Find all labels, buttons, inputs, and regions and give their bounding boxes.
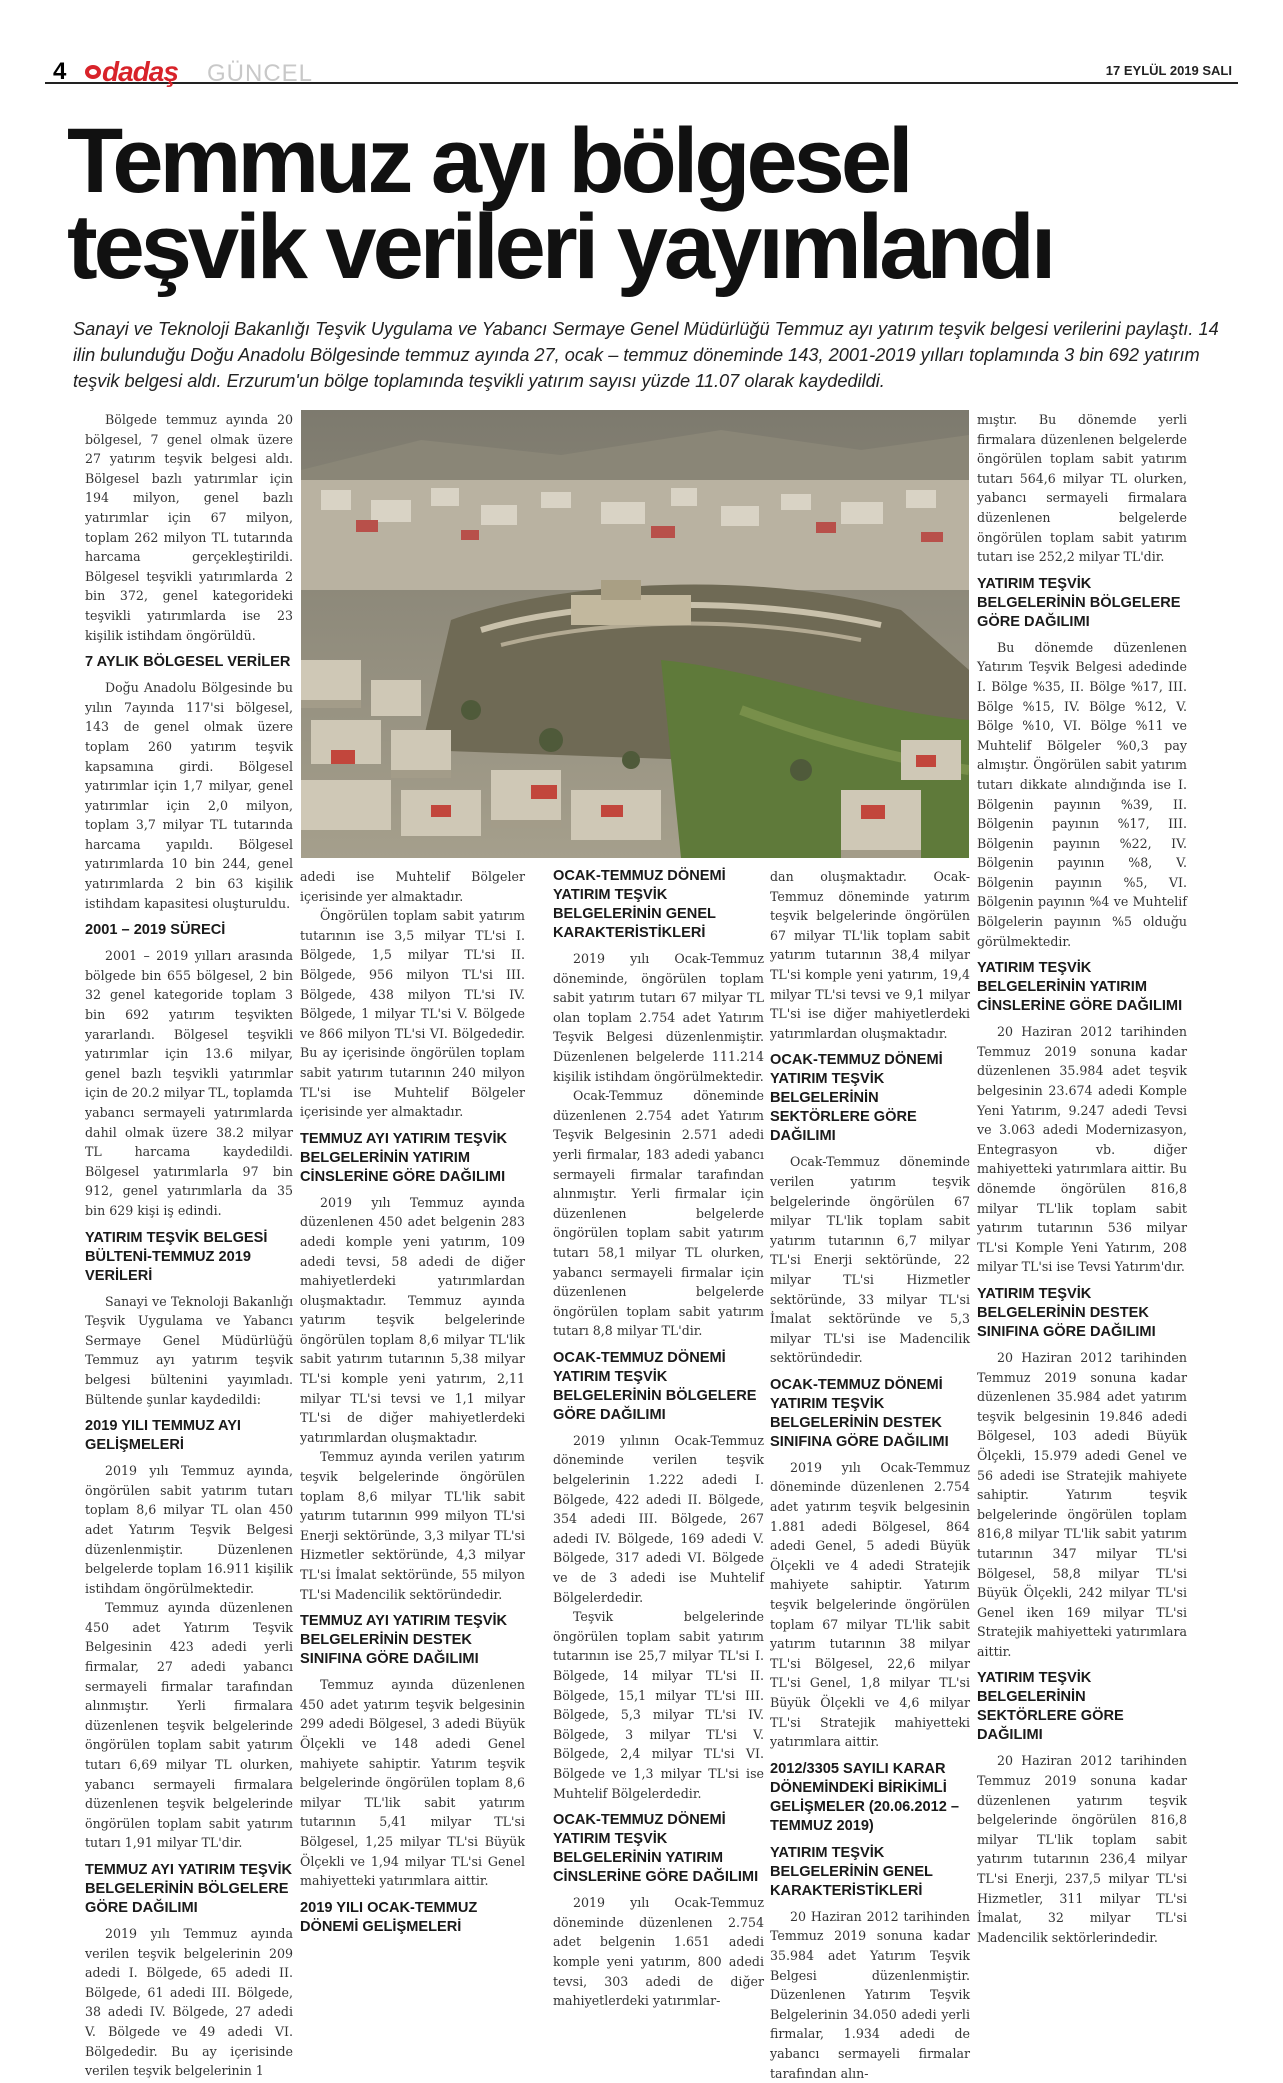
issue-date: 17 EYLÜL 2019 SALI xyxy=(1105,63,1232,78)
paragraph: Bu dönemde düzenlenen Yatırım Teşvik Belgesi adedinde I. Bölge %35, II. Bölge %17, III. Bölge %15, IV. Bölge %12, V. Bölge %10, VI. Bölge %11 ve Muhtelif Bölgeler %0,3 pay almıştır. Öngörülen sabit yatırım tutarı dikkate alındığında ise I. Bölgenin payının %39, II. Bölgenin payının %17, III. Bölgenin payının %22, IV. Bölgenin payının %8, V. Bölgenin payının %5, VI. Bölgenin payının %4 ve Muhtelif Bölgelerin payının %5 olduğu görülmektedir. xyxy=(977,639,1187,949)
paragraph: Doğu Anadolu Bölgesinde bu yılın 7ayında 117'si bölgesel, 143 de genel olmak üzere toplam 260 yatırım teşvik kapsamına girdi. Bölgesel yatırımlar için 1,7 milyar, genel yatırımlar için 2,0 milyon, toplam 3,7 milyar TL tutarında harcama yapıldı. Bölgesel yatırımlarda 10 bin 244, genel yatırımlarda 2 bin 63 kişilik istihdam kapasitesi oluşturuldu. xyxy=(85,680,293,911)
subheading: YATIRIM TEŞVİK BELGELERİNİN BÖLGELERE GÖRE DAĞILIMI xyxy=(977,575,1181,630)
paragraph: 2019 yılı Temmuz ayında, öngörülen sabit yatırım tutarı toplam 8,6 milyar TL olan 450 adet Yatırım Teşvik Belgesi düzenlenmiştir. Düzenlenen belgelerde toplam 16.911 kişilik istihdam öngörülmektedir. xyxy=(85,1463,293,1596)
page-number: 4 xyxy=(53,58,67,85)
article-column-2 xyxy=(300,867,525,1943)
lead-paragraph: Sanayi ve Teknoloji Bakanlığı Teşvik Uygulama ve Yabancı Sermaye Genel Müdürlüğü Temmuz ayı yatırım teşvik belgesi verilerini paylaştı. 14 ilin bulunduğu Doğu Anadolu Bölgesinde temmuz ayında 27, ocak – temmuz döneminde 143, 2001-2019 yılları toplamında 3 bin 692 yatırım teşvik belgesi aldı. Erzurum'un bölge toplamında teşvikli yatırım sayısı yüzde 11.07 olarak kaydedildi. xyxy=(73,319,1219,391)
paragraph: 20 Haziran 2012 tarihinden Temmuz 2019 sonuna kadar düzenlenen 35.984 adet yatırım teşvik belgesinin 19.846 adedi Bölgesel, 103 adedi Büyük Ölçekli, 15.979 adedi Genel ve 56 adedi ise Stratejik mahiyete sahiptir. Yatırım teşvik belgelerinde öngörülen toplam 816,8 milyar TL'lik sabit yatırım tutarının 347 milyar TL'si Bölgesel, 58,8 milyar TL'si Büyük Ölçekli, 242 milyar TL'si Genel iken 169 milyar TL'si Stratejik mahiyetteki yatırımlara aittir. xyxy=(977,1349,1187,1659)
subheading: YATIRIM TEŞVİK BELGELERİNİN GENEL KARAKTERİSTİKLERİ xyxy=(770,1844,933,1899)
article-column-1 xyxy=(85,410,293,2081)
article-column-5 xyxy=(977,410,1187,1947)
paragraph: dan oluşmaktadır. Ocak-Temmuz döneminde yatırım teşvik belgelerinde öngörülen 67 milyar TL'lik toplam sabit yatırım tutarının 38,4 milyar TL'si komple yeni yatırım, 19,4 milyar TL'si tevsi ve 9,1 milyar TL'si ise diğer mahiyetlerdeki yatırımlardan oluşmaktadır. xyxy=(770,869,970,1041)
subheading: OCAK-TEMMUZ DÖNEMİ YATIRIM TEŞVİK BELGELERİNİN GENEL KARAKTERİSTİKLERİ xyxy=(553,868,726,941)
subheading: 2019 YILI OCAK-TEMMUZ DÖNEMİ GELİŞMELERİ xyxy=(300,1899,478,1935)
subheading: 2001 – 2019 SÜRECİ xyxy=(85,922,226,939)
paragraph: Öngörülen toplam sabit yatırım tutarının ise 3,5 milyar TL'si I. Bölgede, 1,5 milyar TL'si II. Bölgede, 956 milyon TL'si III. Bölgede, 438 milyon TL'si IV. Bölgede, 1 milyar TL'si V. Bölgede ve 866 milyon TL'si VI. Bölgededir. Bu ay içerisinde öngörülen toplam sabit yatırım tutarının 240 milyon TL'si ise Muhtelif Bölgeler içerisinde yer almaktadır. xyxy=(300,908,525,1120)
subheading: TEMMUZ AYI YATIRIM TEŞVİK BELGELERİNİN BÖLGELERE GÖRE DAĞILIMI xyxy=(85,1862,293,1916)
paragraph: Temmuz ayında verilen yatırım teşvik belgelerinde öngörülen toplam 8,6 milyar TL'lik sabit yatırım tutarının 999 milyon TL'si Enerji sektöründe, 3,3 milyar TL'si Hizmetler sektöründe, 4,3 milyar TL'si İmalat sektöründe, 55 milyon TL'si Madencilik sektöründedir. xyxy=(300,1449,525,1602)
subheading: TEMMUZ AYI YATIRIM TEŞVİK BELGELERİNİN DESTEK SINIFINA GÖRE DAĞILIMI xyxy=(300,1613,508,1668)
paragraph: 20 Haziran 2012 tarihinden Temmuz 2019 sonuna kadar düzenlenen 35.984 adet teşvik belgesinin 23.674 adedi Komple Yeni Yatırım, 9.247 adedi Tevsi ve 3.063 adedi Modernizasyon, Entegrasyon vb. diğer mahiyetteki yatırımlara aittir. Bu dönemde öngörülen 816,8 milyar TL'lik toplam sabit yatırım tutarının 536 milyar TL'si Komple Yeni Yatırım, 208 milyar TL'si ise Tevsi Yatırım'dır. xyxy=(977,1024,1187,1275)
paragraph: Temmuz ayında düzenlenen 450 adet Yatırım Teşvik Belgesinin 423 adedi yerli firmalar, 27 adedi yabancı sermayeli firmalar tarafından alınmıştır. Yerli firmalara düzenlenen teşvik belgelerinde öngörülen toplam sabit yatırım tutarı 6,69 milyar TL olurken, yabancı sermayeli firmalara düzenlenen teşvik belgelerinde öngörülen toplam sabit yatırım tutarı 1,91 milyar TL'dir. xyxy=(85,1600,293,1851)
subheading: YATIRIM TEŞVİK BELGELERİNİN DESTEK SINIFINA GÖRE DAĞILIMI xyxy=(977,1285,1156,1340)
paragraph: 2019 yılının Ocak-Temmuz döneminde verilen teşvik belgelerinin 1.222 adedi I. Bölgede, 422 adedi II. Bölgede, 354 adedi III. Bölgede, 267 adedi IV. Bölgede, 169 adedi V. Bölgede, 317 adedi VI. Bölgede ve de 3 adedi ise Muhtelif Bölgelerdedir. xyxy=(553,1432,764,1605)
paragraph: 2019 yılı Ocak-Temmuz döneminde düzenlenen 2.754 adet yatırım teşvik belgesinin 1.881 adedi Bölgesel, 864 adedi Genel, 5 adedi Büyük Ölçekli ve 4 adedi Stratejik mahiyete sahiptir. Yatırım teşvik belgelerinde öngörülen toplam 67 milyar TL'lik sabit yatırım tutarının 38 milyar TL'si Bölgesel, 22,6 milyar TL'si Genel, 1,8 milyar TL'si Büyük Ölçekli ve 4,6 milyar TL'si Stratejik mahiyetteki yatırımlara aittir. xyxy=(770,1459,970,1750)
paragraph: 2019 yılı Temmuz ayında verilen teşvik belgelerinin 209 adedi I. Bölgede, 65 adedi II. Bölgede, 61 adedi III. Bölgede, 38 adedi IV. Bölgede, 27 adedi V. Bölgede ve 49 adedi VI. Bölgededir. Bu ay içerisinde verilen teşvik belgelerinin 1 xyxy=(85,1926,293,2079)
subheading: OCAK-TEMMUZ DÖNEMİ YATIRIM TEŞVİK BELGELERİNİN SEKTÖRLERE GÖRE DAĞILIMI xyxy=(770,1052,943,1145)
newspaper-page xyxy=(45,0,1238,2081)
headline xyxy=(67,110,1227,298)
subheading: YATIRIM TEŞVİK BELGELERİNİN YATIRIM CİNSLERİNE GÖRE DAĞILIMI xyxy=(977,960,1183,1015)
paragraph: Sanayi ve Teknoloji Bakanlığı Teşvik Uygulama ve Yabancı Sermaye Genel Müdürlüğü Temmuz ayı yatırım teşvik belgesi bültenini yayımladı. Bültende şunlar kaydedildi: xyxy=(85,1293,293,1407)
subheading: 2012/3305 SAYILI KARAR DÖNEMİNDEKİ BİRİKİMLİ GELİŞMELER (20.06.2012 – TEMMUZ 2019) xyxy=(770,1760,959,1834)
subheading: YATIRIM TEŞVİK BELGELERİNİN SEKTÖRLERE GÖRE DAĞILIMI xyxy=(977,1670,1124,1744)
brand-name: dadaş xyxy=(102,56,178,87)
paragraph: mıştır. Bu dönemde yerli firmalara düzenlenen belgelerde öngörülen toplam sabit yatırım tutarı 564,6 milyar TL olurken, yabancı sermayeli firmalara düzenlenen belgelerde öngörülen toplam sabit yatırım tutarı ise 252,2 milyar TL'dir. xyxy=(977,412,1187,565)
headline-line-2: teşvik verileri yayımlandı xyxy=(67,196,1053,298)
paragraph: Ocak-Temmuz döneminde verilen yatırım teşvik belgelerinde öngörülen 67 milyar TL'lik toplam sabit yatırım tutarının 6,7 milyar TL'si Enerji sektöründe, 22 milyar TL'si Hizmetler sektöründe, 33 milyar TL'si İmalat sektöründe ve 5,3 milyar TL'si ise Madencilik sektöründedir. xyxy=(770,1154,970,1366)
brand-mark-icon xyxy=(85,65,101,79)
paragraph: Bölgede temmuz ayında 20 bölgesel, 7 genel olmak üzere 27 yatırım teşvik belgesi aldı. Bölgesel bazlı yatırımlar için 194 milyon, genel bazlı yatırımlar için 67 milyon, toplam 262 milyon TL tutarında harcama gerçekleştirildi. Bölgesel teşvikli yatırımlarda 2 bin 372, genel kategorideki teşvikli yatırımlarda ise 23 kişilik istihdam öngörüldü. xyxy=(85,412,293,643)
paragraph: Teşvik belgelerinde öngörülen toplam sabit yatırım tutarının ise 25,7 milyar TL'si I. Bölgede, 14 milyar TL'si II. Bölgede, 15,1 milyar TL'si III. Bölgede, 5,3 milyar TL'si IV. Bölgede, 3 milyar TL'si V. Bölgede, 2,4 milyar TL'si VI. Bölgede ve 1,3 milyar TL'si ise Muhtelif Bölgelerdedir. xyxy=(553,1609,764,1801)
city-aerial-photo xyxy=(301,410,969,858)
subheading: OCAK-TEMMUZ DÖNEMİ YATIRIM TEŞVİK BELGELERİNİN DESTEK SINIFINA GÖRE DAĞILIMI xyxy=(770,1376,949,1450)
page-header xyxy=(45,50,1238,87)
subheading: 2019 YILI TEMMUZ AYI GELİŞMELERİ xyxy=(85,1418,241,1454)
city-photo-illustration xyxy=(301,410,969,858)
paragraph: 2019 yılı Ocak-Temmuz döneminde düzenlenen 2.754 adet belgenin 1.651 adedi komple yeni yatırım, 800 adedi tevsi, 303 adedi de diğer mahiyetlerdeki yatırımlar- xyxy=(553,1895,764,2009)
subheading: TEMMUZ AYI YATIRIM TEŞVİK BELGELERİNİN YATIRIM CİNSLERİNE GÖRE DAĞILIMI xyxy=(300,1130,508,1185)
paragraph: 2019 yılı Ocak-Temmuz döneminde, öngörülen toplam sabit yatırım tutarı 67 milyar TL olan toplam 2.754 adet Yatırım Teşvik Belgesi düzenlenmiştir. Düzenlenen belgelerde 111.214 kişilik istihdam öngörülmektedir. xyxy=(553,951,764,1084)
subheading: 7 AYLIK BÖLGESEL VERİLER xyxy=(85,654,291,671)
section-name: GÜNCEL xyxy=(207,60,314,87)
headline-line-1: Temmuz ayı bölgesel xyxy=(67,110,910,212)
subheading: OCAK-TEMMUZ DÖNEMİ YATIRIM TEŞVİK BELGELERİNİN YATIRIM CİNSLERİNE GÖRE DAĞILIMI xyxy=(553,1812,759,1886)
paragraph: 20 Haziran 2012 tarihinden Temmuz 2019 sonuna kadar 35.984 adet Yatırım Teşvik Belgesi düzenlenmiştir. Düzenlenen Yatırım Teşvik Belgelerinin 34.050 adedi yerli firmalar, 1.934 adedi de yabancı sermayeli firmalar tarafından alın- xyxy=(770,1908,970,2081)
article-column-4 xyxy=(770,867,970,2083)
subheading: YATIRIM TEŞVİK BELGESİ BÜLTENİ-TEMMUZ 2019 VERİLERİ xyxy=(85,1229,268,1284)
brand-logo xyxy=(85,56,178,88)
paragraph: 2001 – 2019 yılları arasında bölgede bin 655 bölgesel, 2 bin 32 genel kategoride toplam 3 bin 692 yatırım teşvikten yararlandı. Bölgesel teşvikli yatırımlar için 13.6 milyar, genel bazlı teşvikli yatırımlar için de 20.2 milyar TL, toplamda yabancı sermayeli yatırımlarda dahil olmak üzere 38.2 milyar TL harcama kaydedildi. Bölgesel yatırımlarla 97 bin 912, genel yatırımlarla da 35 bin 629 kişi iş edindi. xyxy=(85,948,293,1218)
subheading: OCAK-TEMMUZ DÖNEMİ YATIRIM TEŞVİK BELGELERİNİN BÖLGELERE GÖRE DAĞILIMI xyxy=(553,1349,757,1423)
paragraph: 2019 yılı Temmuz ayında düzenlenen 450 adet belgenin 283 adedi komple yeni yatırım, 109 adedi tevsi, 58 adedi de diğer mahiyetlerdeki yatırımlardan oluşmaktadır. Temmuz ayında yatırım teşvik belgelerinde öngörülen toplam 8,6 milyar TL'lik sabit yatırım tutarının 5,38 milyar TL'si komple yeni yatırım, 2,11 milyar TL'si tevsi ve 1,1 milyar TL'si de diğer mahiyetlerdeki yatırımlardan oluşmaktadır. xyxy=(300,1194,525,1445)
paragraph: Ocak-Temmuz döneminde düzenlenen 2.754 adet Yatırım Teşvik Belgesinin 2.571 adedi yerli firmalar, 183 adedi yabancı sermayeli firmalar tarafından alınmıştır. Yerli firmalar için düzenlenen belgelerde öngörülen toplam sabit yatırım tutarı 58,1 milyar TL olurken, yabancı sermayeli firmalar için düzenlenen belgelerde öngörülen toplam sabit yatırım tutarı 8,8 milyar TL'dir. xyxy=(553,1088,764,1339)
paragraph: adedi ise Muhtelif Bölgeler içerisinde yer almaktadır. xyxy=(300,869,525,904)
article-column-3 xyxy=(553,867,764,2011)
paragraph: 20 Haziran 2012 tarihinden Temmuz 2019 sonuna kadar düzenlenen yatırım teşvik belgelerinde öngörülen 816,8 milyar TL'lik toplam sabit yatırım tutarının 236,4 milyar TL'si Enerji, 237,5 milyar TL'si Hizmetler, 311 milyar TL'si İmalat, 32 milyar TL'si Madencilik sektörlerindedir. xyxy=(977,1753,1187,1945)
paragraph: Temmuz ayında düzenlenen 450 adet yatırım teşvik belgesinin 299 adedi Bölgesel, 3 adedi Büyük Ölçekli ve 148 adedi Genel mahiyete sahiptir. Yatırım teşvik belgelerinde öngörülen toplam 8,6 milyar TL'lik sabit yatırım tutarının 5,41 milyar TL'si Bölgesel, 1,25 milyar TL'si Büyük Ölçekli ve 1,94 milyar TL'si Genel mahiyetteki yatırımlara aittir. xyxy=(300,1677,525,1889)
